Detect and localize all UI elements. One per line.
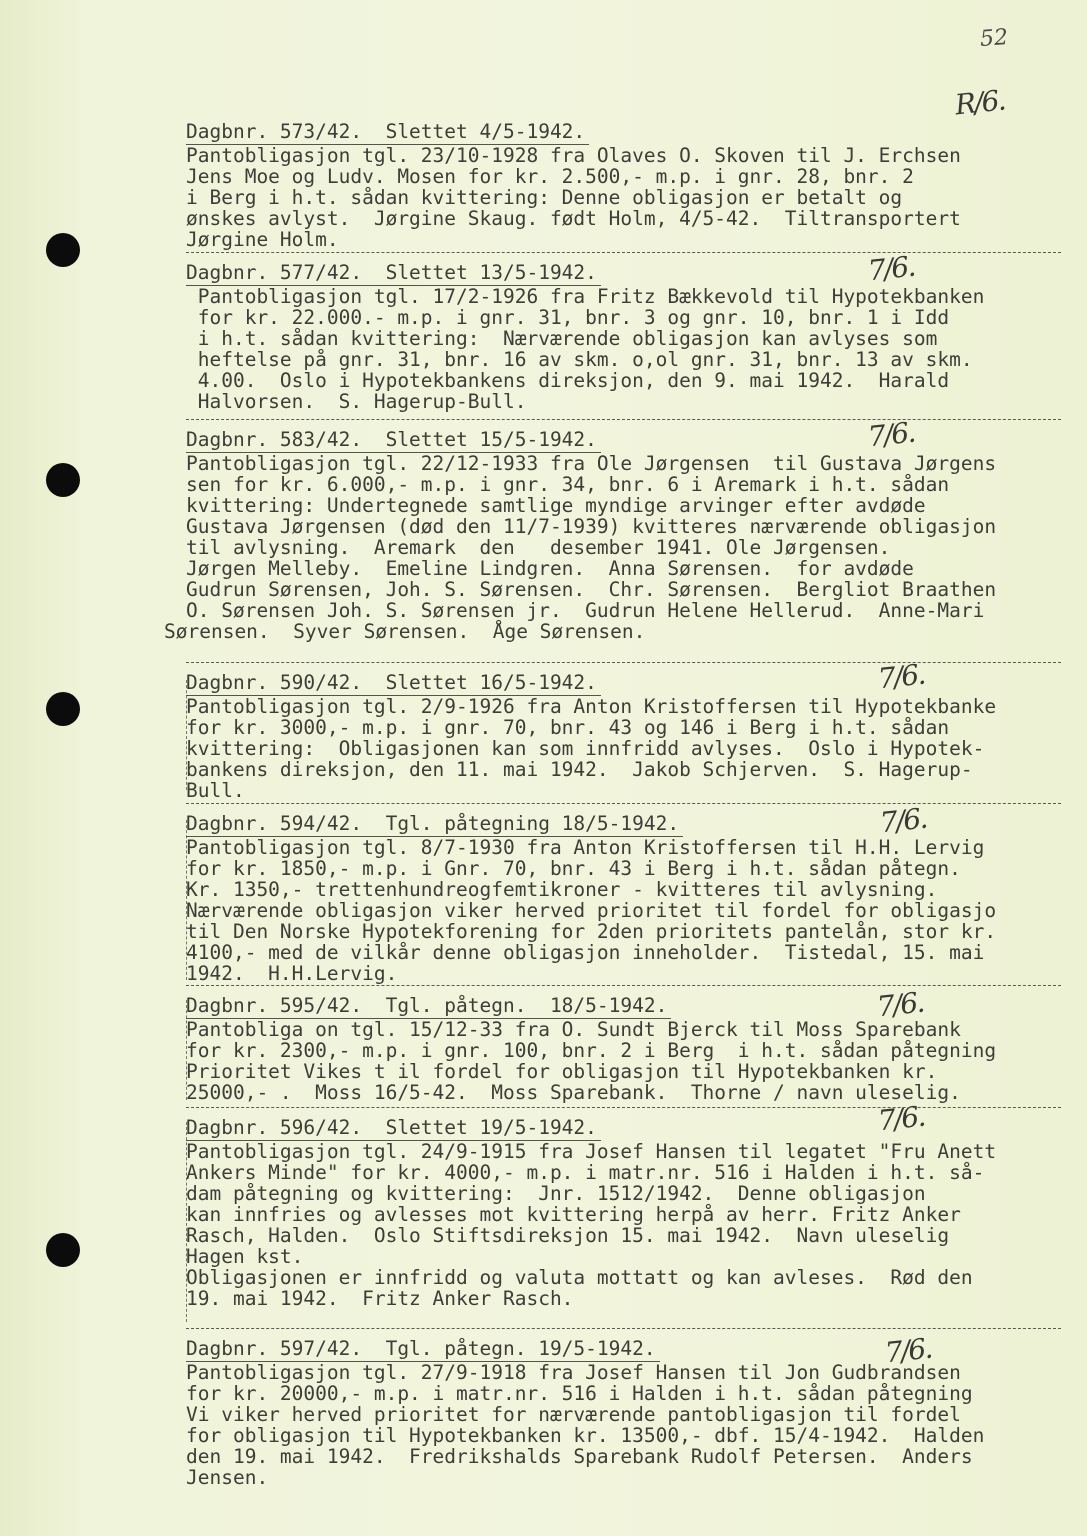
margin-note: 7/6. <box>866 415 916 454</box>
entry-line: dam påtegning og kvittering: Jnr. 1512/1942. Denne obligasjon <box>186 1182 926 1205</box>
margin-note: 7/6. <box>876 1099 926 1138</box>
entry-line: i Berg i h.t. sådan kvittering: Denne obligasjon er betalt og <box>186 186 903 209</box>
entry-divider <box>186 662 1061 663</box>
entry-line: til avlysning. Aremark den desember 1941. Ole Jørgensen. <box>186 536 891 559</box>
entry-line: Rasch, Halden. Oslo Stiftsdireksjon 15. mai 1942. Navn uleselig <box>186 1224 950 1247</box>
entry-line: Obligasjonen er innfridd og valuta mottatt og kan avleses. Rød den <box>186 1266 973 1289</box>
entry-divider <box>186 252 1061 253</box>
entry-line: Jens Moe og Ludv. Mosen for kr. 2.500,- m.p. i gnr. 28, bnr. 2 <box>186 165 914 188</box>
margin-note: R/6. <box>953 83 1006 122</box>
binder-hole <box>46 1233 80 1267</box>
entry-line: Pantobligasjon tgl. 2/9-1926 fra Anton Kristoffersen til Hypotekbanke <box>186 695 997 718</box>
journal-entry <box>186 670 1066 801</box>
binder-hole <box>46 233 80 267</box>
entry-heading: Dagbnr. 595/42. Tgl. påtegn. 18/5-1942. <box>186 993 671 1019</box>
margin-note: 7/6. <box>866 249 916 288</box>
entry-line: Gustava Jørgensen (død den 11/7-1939) kvitteres nærværende obligasjon <box>186 515 997 538</box>
entry-line: for kr. 1850,- m.p. i Gnr. 70, bnr. 43 i Berg i h.t. sådan påtegn. <box>186 857 961 880</box>
entry-line: kan innfries og avlesses mot kvittering herpå av herr. Fritz Anker <box>186 1203 961 1226</box>
entry-line: Nærværende obligasjon viker herved prioritet til fordel for obligasjo <box>186 899 997 922</box>
entry-heading: Dagbnr. 594/42. Tgl. påtegning 18/5-1942. <box>186 811 683 837</box>
entry-line: 19. mai 1942. Fritz Anker Rasch. <box>186 1287 574 1310</box>
margin-note: 7/6. <box>875 985 925 1024</box>
entry-line: Pantobligasjon tgl. 22/12-1933 fra Ole Jørgensen til Gustava Jørgens <box>186 452 997 475</box>
entry-line: til Den Norske Hypotekforening for 2den prioritets pantelån, stor kr. <box>186 920 997 943</box>
entry-line: Jensen. <box>186 1466 269 1489</box>
entry-line: for obligasjon til Hypotekbanken kr. 13500,- dbf. 15/4-1942. Halden <box>186 1424 985 1447</box>
entry-line: Pantobligasjon tgl. 24/9-1915 fra Josef Hansen til legatet "Fru Anett <box>186 1140 997 1163</box>
journal-entry <box>186 1336 1066 1488</box>
entry-line: kvittering: Undertegnede samtlige myndige arvinger efter avdøde <box>186 494 926 517</box>
entry-line: O. Sørensen Joh. S. Sørensen jr. Gudrun Helene Hellerud. Anne-Mari <box>186 599 985 622</box>
entry-line: Bull. <box>186 779 245 802</box>
entry-line: Sørensen. Syver Sørensen. Åge Sørensen. <box>164 620 646 643</box>
entry-line: Halvorsen. S. Hagerup-Bull. <box>186 390 527 413</box>
journal-entry <box>186 260 1066 412</box>
entry-line: Prioritet Vikes t il fordel for obligasjon til Hypotekbanken kr. <box>186 1060 938 1083</box>
entry-line: Ankers Minde" for kr. 4000,- m.p. i matr.nr. 516 i Halden i h.t. så- <box>186 1161 985 1184</box>
entry-line: 4.00. Oslo i Hypotekbankens direksjon, den 9. mai 1942. Harald <box>186 369 950 392</box>
entry-line: for kr. 3000,- m.p. i gnr. 70, bnr. 43 og 146 i Berg i h.t. sådan <box>186 716 950 739</box>
entry-heading: Dagbnr. 590/42. Slettet 16/5-1942. <box>186 670 601 696</box>
margin-note: 7/6. <box>883 1331 933 1370</box>
entry-line: den 19. mai 1942. Fredrikshalds Sparebank Rudolf Petersen. Anders <box>186 1445 973 1468</box>
entry-heading: Dagbnr. 577/42. Slettet 13/5-1942. <box>186 260 601 286</box>
entry-divider <box>186 985 1061 986</box>
binder-hole <box>46 692 80 726</box>
entry-line: 25000,- . Moss 16/5-42. Moss Sparebank. Thorne / navn uleselig. <box>186 1081 961 1104</box>
margin-note: 7/6. <box>876 657 926 696</box>
entry-line: Pantobliga on tgl. 15/12-33 fra O. Sundt Bjerck til Moss Sparebank <box>186 1018 961 1041</box>
entry-line: Hagen kst. <box>186 1245 304 1268</box>
entry-line: for kr. 20000,- m.p. i matr.nr. 516 i Halden i h.t. sådan påtegning <box>186 1382 973 1405</box>
entry-divider <box>186 419 1061 420</box>
entry-line: Pantobligasjon tgl. 23/10-1928 fra Olaves O. Skoven til J. Erchsen <box>186 144 961 167</box>
entry-heading: Dagbnr. 573/42. Slettet 4/5-1942. <box>186 119 589 145</box>
journal-entry <box>164 427 1066 643</box>
entry-divider <box>186 1328 1061 1329</box>
margin-note: 7/6. <box>878 801 928 840</box>
entry-line: Kr. 1350,- trettenhundreogfemtikroner - kvitteres til avlysning. <box>186 878 938 901</box>
binder-hole <box>46 463 80 497</box>
entry-line: for kr. 22.000.- m.p. i gnr. 31, bnr. 3 og gnr. 10, bnr. 1 i Idd <box>186 306 950 329</box>
entry-line: 1942. H.H.Lervig. <box>186 962 398 985</box>
entry-line: ønskes avlyst. Jørgine Skaug. født Holm, 4/5-42. Tiltransportert <box>186 207 961 230</box>
entry-line: Pantobligasjon tgl. 17/2-1926 fra Fritz Bækkevold til Hypotekbanken <box>186 285 985 308</box>
entry-line: Gudrun Sørensen, Joh. S. Sørensen. Chr. Sørensen. Bergliot Braathen <box>186 578 997 601</box>
entry-line: Pantobligasjon tgl. 27/9-1918 fra Josef Hansen til Jon Gudbrandsen <box>186 1361 961 1384</box>
entry-line: i h.t. sådan kvittering: Nærværende obligasjon kan avlyses som <box>186 327 938 350</box>
entry-heading: Dagbnr. 583/42. Slettet 15/5-1942. <box>186 427 601 453</box>
entry-line: sen for kr. 6.000,- m.p. i gnr. 34, bnr. 6 i Aremark i h.t. sådan <box>186 473 950 496</box>
entry-line: kvittering: Obligasjonen kan som innfridd avlyses. Oslo i Hypotek- <box>186 737 985 760</box>
entry-divider <box>186 1107 1061 1108</box>
journal-entry <box>186 811 1066 984</box>
entry-line: for kr. 2300,- m.p. i gnr. 100, bnr. 2 i Berg i h.t. sådan påtegning <box>186 1039 997 1062</box>
entry-line: heftelse på gnr. 31, bnr. 16 av skm. o,ol gnr. 31, bnr. 13 av skm. <box>186 348 973 371</box>
journal-entry <box>186 119 1066 250</box>
entry-heading: Dagbnr. 597/42. Tgl. påtegn. 19/5-1942. <box>186 1336 660 1362</box>
entry-line: Jørgen Melleby. Emeline Lindgren. Anna Sørensen. for avdøde <box>186 557 914 580</box>
journal-entry <box>186 993 1066 1103</box>
entry-line: bankens direksjon, den 11. mai 1942. Jakob Schjerven. S. Hagerup- <box>186 758 973 781</box>
page-number: 52 <box>979 25 1009 52</box>
entry-heading: Dagbnr. 596/42. Slettet 19/5-1942. <box>186 1115 601 1141</box>
entry-divider <box>186 803 1061 804</box>
entry-line: Jørgine Holm. <box>186 228 339 251</box>
journal-entry <box>186 1115 1066 1309</box>
entry-line: Pantobligasjon tgl. 8/7-1930 fra Anton Kristoffersen til H.H. Lervig <box>186 836 985 859</box>
entry-line: 4100,- med de vilkår denne obligasjon inneholder. Tistedal, 15. mai <box>186 941 985 964</box>
entry-line: Vi viker herved prioritet for nærværende pantobligasjon til fordel <box>186 1403 961 1426</box>
